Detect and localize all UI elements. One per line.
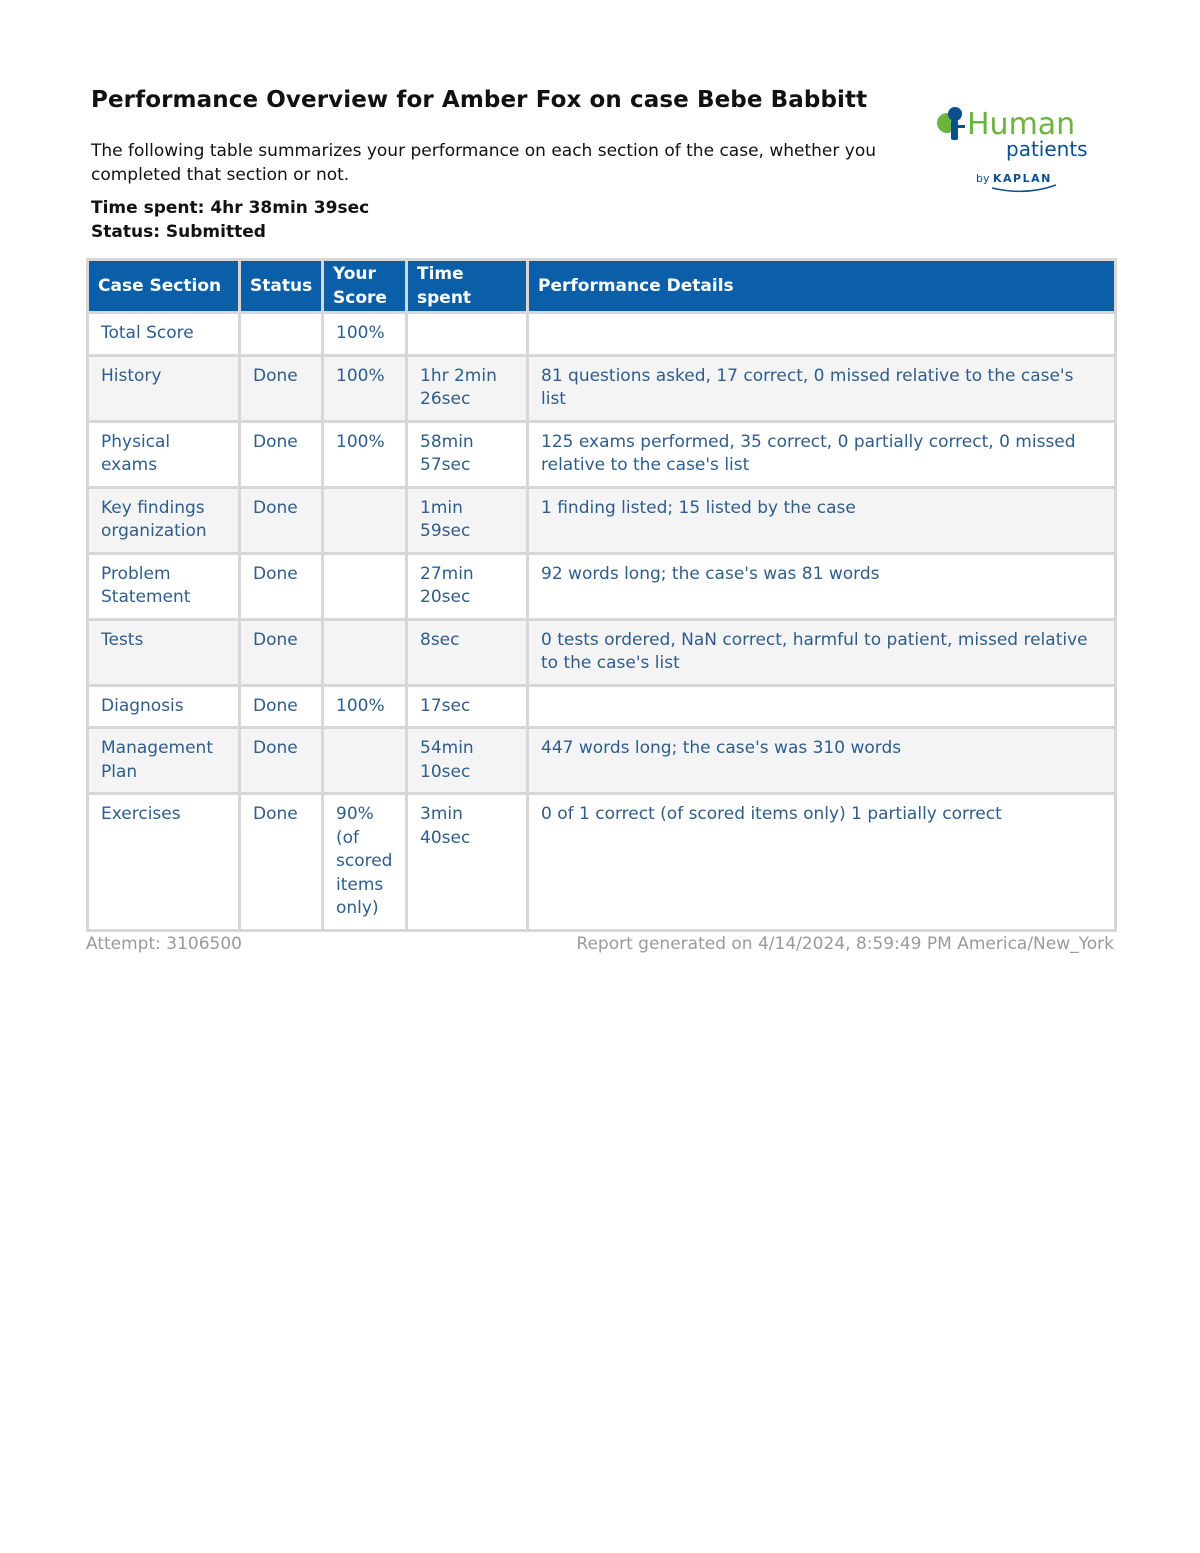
logo-kaplan-text: KAPLAN (993, 172, 1052, 185)
cell-time (407, 313, 528, 356)
ihuman-kaplan-logo (934, 100, 1114, 200)
cell-score (323, 728, 407, 794)
report-generated-timestamp: Report generated on 4/14/2024, 8:59:49 PM America/New_York (576, 934, 1114, 954)
logo-sub-text: patients (1006, 137, 1088, 161)
time-spent-label: Time spent: 4hr 38min 39sec (91, 198, 370, 218)
col-header-time-spent: Time spent (407, 260, 528, 313)
cell-section: Tests (88, 619, 240, 685)
summary-block (91, 196, 369, 244)
cell-section: Total Score (88, 313, 240, 356)
cell-section: Diagnosis (88, 685, 240, 728)
cell-status: Done (240, 619, 323, 685)
logo-i-stem (951, 120, 958, 140)
cell-score (323, 553, 407, 619)
logo-kaplan-swoosh (992, 185, 1056, 191)
cell-section: Exercises (88, 794, 240, 931)
cell-score: 100% (323, 421, 407, 487)
cell-time: 3min 40sec (407, 794, 528, 931)
cell-section: History (88, 355, 240, 421)
cell-time: 1hr 2min 26sec (407, 355, 528, 421)
cell-time: 58min 57sec (407, 421, 528, 487)
cell-score: 100% (323, 313, 407, 356)
cell-status: Done (240, 685, 323, 728)
cell-score (323, 619, 407, 685)
performance-table (86, 258, 1117, 932)
cell-details: 1 finding listed; 15 listed by the case (528, 487, 1116, 553)
cell-status: Done (240, 728, 323, 794)
cell-section: Management Plan (88, 728, 240, 794)
page-title: Performance Overview for Amber Fox on case Bebe Babbitt (91, 87, 868, 113)
logo-by-text: by (976, 172, 990, 185)
table-row (88, 619, 1116, 685)
cell-time: 1min 59sec (407, 487, 528, 553)
cell-details: 0 of 1 correct (of scored items only) 1 partially correct (528, 794, 1116, 931)
table-row (88, 794, 1116, 931)
cell-section: Problem Statement (88, 553, 240, 619)
cell-score (323, 487, 407, 553)
cell-details: 447 words long; the case's was 310 words (528, 728, 1116, 794)
col-header-performance-details: Performance Details (528, 260, 1116, 313)
cell-score: 100% (323, 355, 407, 421)
col-header-status: Status (240, 260, 323, 313)
status-label: Status: Submitted (91, 222, 266, 242)
cell-details: 125 exams performed, 35 correct, 0 partially correct, 0 missed relative to the case's list (528, 421, 1116, 487)
table-row (88, 553, 1116, 619)
ihuman-logo-graphic (934, 100, 1114, 200)
cell-details: 0 tests ordered, NaN correct, harmful to patient, missed relative to the case's list (528, 619, 1116, 685)
table-row (88, 421, 1116, 487)
cell-status: Done (240, 355, 323, 421)
table-row (88, 355, 1116, 421)
cell-time: 54min 10sec (407, 728, 528, 794)
table-row (88, 487, 1116, 553)
cell-section: Physical exams (88, 421, 240, 487)
table-row (88, 728, 1116, 794)
cell-details (528, 313, 1116, 356)
cell-status: Done (240, 794, 323, 931)
cell-details: 81 questions asked, 17 correct, 0 missed relative to the case's list (528, 355, 1116, 421)
col-header-your-score: Your Score (323, 260, 407, 313)
table-header-row (88, 260, 1116, 313)
cell-time: 17sec (407, 685, 528, 728)
cell-status: Done (240, 421, 323, 487)
logo-i-dash (958, 125, 965, 128)
col-header-case-section: Case Section (88, 260, 240, 313)
cell-details (528, 685, 1116, 728)
cell-status: Done (240, 487, 323, 553)
table-row (88, 313, 1116, 356)
cell-time: 27min 20sec (407, 553, 528, 619)
cell-score: 90% (of scored items only) (323, 794, 407, 931)
attempt-id: Attempt: 3106500 (86, 934, 242, 954)
cell-details: 92 words long; the case's was 81 words (528, 553, 1116, 619)
logo-brand-text: Human (967, 107, 1076, 142)
intro-text: The following table summarizes your performance on each section of the case, whether you completed that section or not. (91, 141, 876, 185)
cell-section: Key findings organization (88, 487, 240, 553)
cell-time: 8sec (407, 619, 528, 685)
cell-status (240, 313, 323, 356)
table-row (88, 685, 1116, 728)
cell-status: Done (240, 553, 323, 619)
logo-i-blue-dot (948, 107, 962, 121)
cell-score: 100% (323, 685, 407, 728)
